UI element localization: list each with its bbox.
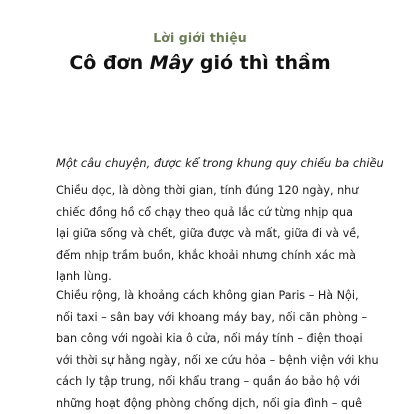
page-title (0, 52, 400, 74)
paragraph-line: ban công với ngoài kia ô cửa, nối máy tính – điện thoại (56, 328, 368, 350)
paragraph-line: Chiều rộng, là khoảng cách không gian Paris – Hà Nội, (56, 285, 368, 307)
paragraph-line: lại giữa sống và chết, giữa được và mất, giữa đi và về, (56, 223, 368, 245)
paragraph-vertical-dimension (56, 180, 368, 288)
title-part-1: Cô đơn (69, 52, 149, 74)
paragraph-line: nối taxi – sân bay với khoang máy bay, nối căn phòng – (56, 307, 368, 329)
paragraph-line: chiếc đồng hồ cổ chạy theo quả lắc cứ từng nhịp qua (56, 202, 368, 224)
lead-sentence: Một câu chuyện, được kể trong khung quy chiếu ba chiều (56, 155, 382, 171)
title-part-2: gió thì thầm (193, 52, 330, 74)
section-kicker: Lời giới thiệu (0, 30, 400, 45)
paragraph-horizontal-dimension (56, 285, 368, 414)
paragraph-line: Chiều dọc, là dòng thời gian, tính đúng 120 ngày, như (56, 180, 368, 202)
paragraph-line: đếm nhịp trầm buồn, khắc khoải nhưng chính xác mà (56, 245, 368, 267)
title-emphasis: Mây (150, 52, 194, 74)
paragraph-line: những hoạt động phòng chống dịch, nối gia đình – quê (56, 393, 368, 414)
paragraph-line: lạnh lùng. (56, 266, 368, 288)
paragraph-line: với thời sự hằng ngày, nối xe cứu hỏa – bệnh viện với khu (56, 350, 368, 372)
paragraph-line: cách ly tập trung, nối khẩu trang – quần áo bảo hộ với (56, 371, 368, 393)
